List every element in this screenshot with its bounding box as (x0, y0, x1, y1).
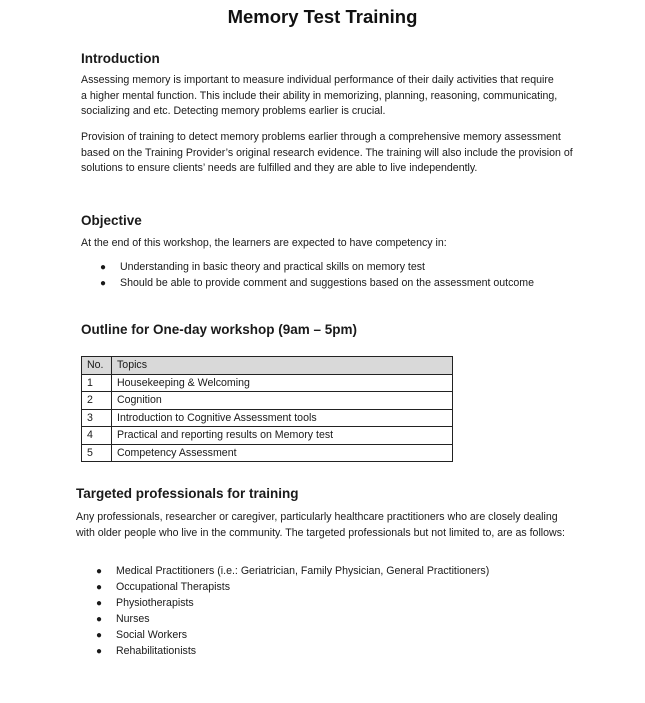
bullet-icon: ● (96, 597, 103, 609)
bullet-icon: ● (96, 613, 103, 625)
objective-intro: At the end of this workshop, the learners are expected to have competency in: (81, 237, 447, 249)
table-row (82, 427, 453, 445)
row-topic: Introduction to Cognitive Assessment tools (112, 409, 453, 427)
table-row (82, 444, 453, 462)
row-number: 2 (82, 392, 112, 410)
introduction-paragraph-2: Provision of training to detect memory problems earlier through a comprehensive memory assessment based on the Training Provider’s original research evidence. The training will also include the provision of solutions to ensure clients’ needs are fulfilled and they are able to live independently. (81, 131, 573, 175)
objective-list (100, 260, 534, 292)
list-item (100, 276, 534, 292)
row-topic: Housekeeping & Welcoming (112, 374, 453, 392)
bullet-icon: ● (100, 277, 107, 289)
row-topic: Practical and reporting results on Memory test (112, 427, 453, 445)
row-number: 1 (82, 374, 112, 392)
targeted-bullet-6: Rehabilitationists (116, 644, 197, 657)
row-topic: Cognition (112, 392, 453, 410)
topics-table (81, 356, 453, 462)
targeted-bullet-3: Physiotherapists (116, 596, 194, 609)
column-header-topics: Topics (112, 357, 453, 375)
objective-bullet-2: Should be able to provide comment and suggestions based on the assessment outcome (120, 276, 535, 289)
introduction-heading: Introduction (81, 51, 160, 66)
column-header-no: No. (82, 357, 112, 375)
outline-heading: Outline for One-day workshop (9am – 5pm) (81, 322, 358, 337)
targeted-bullet-5: Social Workers (116, 628, 188, 641)
page-title: Memory Test Training (227, 6, 418, 27)
list-item (100, 260, 534, 276)
bullet-icon: ● (100, 262, 107, 273)
table-row (82, 409, 453, 427)
bullet-icon: ● (96, 629, 103, 641)
row-topic: Competency Assessment (112, 444, 453, 462)
list-item (96, 596, 489, 612)
list-item (96, 644, 489, 660)
row-number: 4 (82, 427, 112, 445)
targeted-bullet-2: Occupational Therapists (116, 580, 231, 593)
list-item (96, 564, 489, 580)
targeted-list (96, 564, 489, 659)
bullet-icon: ● (96, 581, 103, 593)
bullet-icon: ● (96, 566, 103, 577)
objective-heading: Objective (81, 213, 142, 228)
table-header-row (82, 357, 453, 375)
list-item (96, 628, 489, 644)
objective-bullet-1: Understanding in basic theory and practical skills on memory test (120, 261, 426, 273)
row-number: 3 (82, 409, 112, 427)
targeted-intro: Any professionals, researcher or caregiver, particularly healthcare practitioners who are closely dealing with older people who live in the community. The targeted professionals but not limited to, are as follows: (76, 511, 565, 539)
table-row (82, 392, 453, 410)
targeted-bullet-1: Medical Practitioners (i.e.: Geriatrician, Family Physician, General Practitioners) (116, 565, 490, 577)
row-number: 5 (82, 444, 112, 462)
table-row (82, 374, 453, 392)
targeted-bullet-4: Nurses (116, 612, 150, 625)
targeted-heading: Targeted professionals for training (76, 486, 299, 501)
introduction-paragraph-1: Assessing memory is important to measure individual performance of their daily activities that require a higher mental function. This include their ability in memorizing, planning, reasoning, communicating, socializing and etc. Detecting memory problems earlier is crucial. (81, 74, 558, 118)
bullet-icon: ● (96, 645, 103, 657)
list-item (96, 580, 489, 596)
list-item (96, 612, 489, 628)
